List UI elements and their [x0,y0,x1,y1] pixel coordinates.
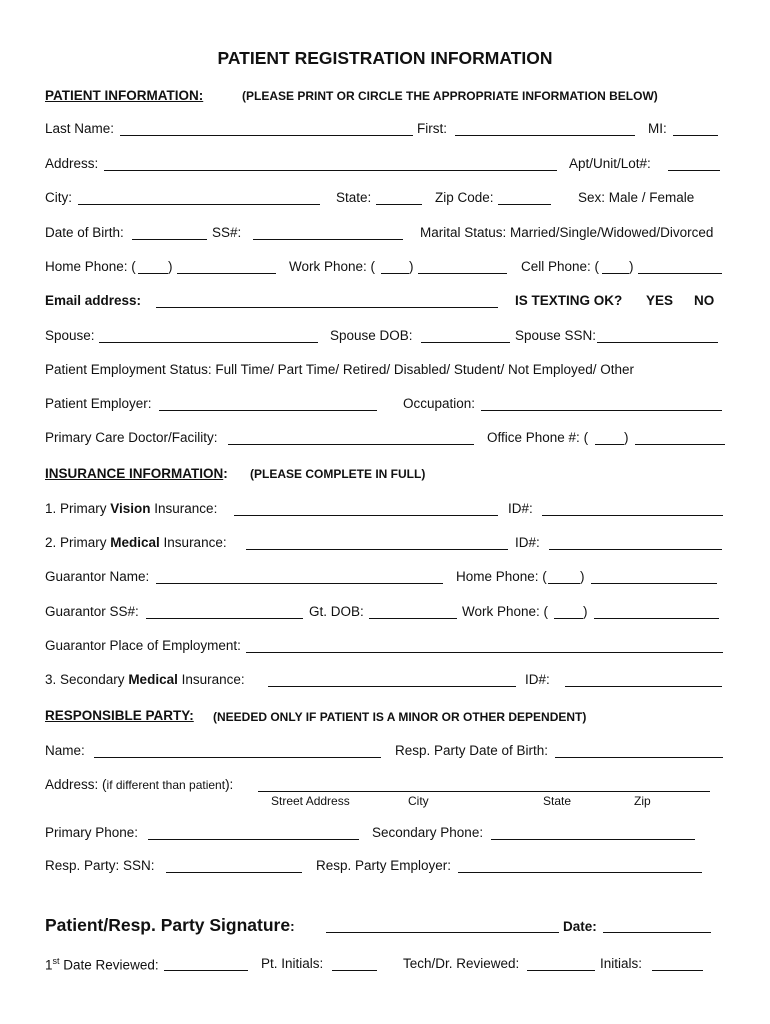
office-phone-label: Office Phone #: ( [487,430,589,445]
home-phone-area-field[interactable] [138,273,168,274]
medical-post: Insurance: [159,535,227,550]
cell-phone-area-field[interactable] [602,273,629,274]
employment-status-options[interactable]: Patient Employment Status: Full Time/ Part Time/ Retired/ Disabled/ Student/ Not Employed/ Other [45,362,635,377]
cell-phone-label: Cell Phone: ( [521,259,600,274]
address-field[interactable] [104,170,557,171]
first-date-reviewed-label [45,956,159,973]
resp-address-small: if different than patient [106,778,226,792]
resp-ssn-label: Resp. Party: SSN: [45,858,155,873]
marital-status-options[interactable]: Marital Status: Married/Single/Widowed/Divorced [420,225,714,240]
ss-label: SS#: [212,225,242,240]
state-field[interactable] [376,204,422,205]
guarantor-ss-field[interactable] [146,618,303,619]
insurance-note: (PLEASE COMPLETE IN FULL) [250,467,426,481]
secondary-insurance-field[interactable] [268,686,516,687]
city-label: City: [45,190,72,205]
first-name-label: First: [417,121,447,136]
tech-reviewed-field[interactable] [527,970,595,971]
signature-label-group [45,915,295,936]
pcp-label: Primary Care Doctor/Facility: [45,430,218,445]
vision-bold: Vision [110,501,151,516]
vision-insurance-label [45,501,217,516]
resp-secondary-phone-label: Secondary Phone: [372,825,484,840]
vision-post: Insurance: [150,501,218,516]
spouse-field[interactable] [99,342,318,343]
spouse-ssn-label: Spouse SSN: [515,328,597,343]
medical-insurance-field[interactable] [246,549,508,550]
employer-label: Patient Employer: [45,396,152,411]
mi-field[interactable] [673,135,718,136]
secondary-bold: Medical [128,672,178,687]
texting-no-option[interactable]: NO [694,293,715,308]
signature-colon: : [290,919,295,934]
street-address-caption: Street Address [271,794,350,808]
resp-primary-phone-field[interactable] [148,839,359,840]
guarantor-name-label: Guarantor Name: [45,569,150,584]
work-phone-field[interactable] [418,273,507,274]
resp-address-pre: Address: ( [45,777,107,792]
secondary-id-label: ID#: [525,672,550,687]
zip-label: Zip Code: [435,190,494,205]
resp-primary-phone-label: Primary Phone: [45,825,139,840]
email-label: Email address: [45,293,142,308]
signature-label: Patient/Resp. Party Signature [45,915,291,935]
resp-ssn-field[interactable] [166,872,302,873]
spouse-ssn-field[interactable] [597,342,718,343]
pcp-field[interactable] [228,444,474,445]
cell-phone-field[interactable] [638,273,722,274]
medical-id-field[interactable] [549,549,722,550]
resp-address-label [45,777,233,792]
signature-field[interactable] [326,932,559,933]
zip-field[interactable] [498,204,551,205]
resp-employer-label: Resp. Party Employer: [316,858,452,873]
office-phone-area-field[interactable] [595,444,624,445]
guarantor-home-paren: ) [580,569,585,584]
insurance-header: INSURANCE INFORMATION [45,466,224,481]
guarantor-work-phone-label: Work Phone: ( [462,604,549,619]
gt-dob-field[interactable] [369,618,457,619]
last-name-label: Last Name: [45,121,115,136]
work-phone-paren: ) [409,259,414,274]
email-field[interactable] [156,307,498,308]
guarantor-work-paren: ) [583,604,588,619]
insurance-header-group [45,466,228,481]
tech-initials-label: Initials: [600,956,643,971]
texting-label: IS TEXTING OK? [515,293,623,308]
resp-name-field[interactable] [94,757,381,758]
work-phone-label: Work Phone: ( [289,259,376,274]
guarantor-name-field[interactable] [156,583,443,584]
ss-field[interactable] [253,239,403,240]
dob-field[interactable] [132,239,207,240]
resp-dob-field[interactable] [555,757,723,758]
guarantor-employment-field[interactable] [246,652,723,653]
spouse-dob-field[interactable] [421,342,510,343]
tech-reviewed-label: Tech/Dr. Reviewed: [403,956,520,971]
secondary-post: Insurance: [177,672,245,687]
state-caption: State [543,794,572,808]
responsible-header: RESPONSIBLE PARTY: [45,708,194,723]
cell-phone-paren: ) [629,259,634,274]
resp-address-post: ): [225,777,234,792]
secondary-num: 3. Secondary [45,672,129,687]
vision-insurance-field[interactable] [234,515,498,516]
dob-label: Date of Birth: [45,225,124,240]
patient-info-note: (PLEASE PRINT OR CIRCLE THE APPROPRIATE INFORMATION BELOW) [242,89,658,103]
home-phone-label: Home Phone: ( [45,259,136,274]
medical-bold: Medical [110,535,160,550]
tech-initials-field[interactable] [652,970,703,971]
pt-initials-label: Pt. Initials: [261,956,324,971]
home-phone-paren: ) [168,259,173,274]
employer-field[interactable] [159,410,377,411]
form-title: PATIENT REGISTRATION INFORMATION [217,48,553,68]
last-name-field[interactable] [120,135,413,136]
resp-dob-label: Resp. Party Date of Birth: [395,743,549,758]
gt-dob-label: Gt. DOB: [309,604,364,619]
occupation-field[interactable] [481,410,722,411]
guarantor-home-phone-label: Home Phone: ( [456,569,547,584]
resp-secondary-phone-field[interactable] [491,839,695,840]
resp-name-label: Name: [45,743,85,758]
apt-field[interactable] [668,170,720,171]
review-sup: st [52,956,60,966]
pt-initials-field[interactable] [332,970,377,971]
review-rest: Date Reviewed: [59,957,159,973]
signature-date-field[interactable] [603,932,711,933]
guarantor-ss-label: Guarantor SS#: [45,604,139,619]
state-label: State: [336,190,372,205]
spouse-label: Spouse: [45,328,95,343]
city-caption: City [408,794,429,808]
vision-id-field[interactable] [542,515,723,516]
apt-label: Apt/Unit/Lot#: [569,156,651,171]
home-phone-field[interactable] [177,273,276,274]
sex-options[interactable]: Sex: Male / Female [578,190,695,205]
resp-address-field[interactable] [258,791,710,792]
zip-caption: Zip [634,794,651,808]
mi-label: MI: [648,121,667,136]
occupation-label: Occupation: [403,396,476,411]
guarantor-home-phone-field[interactable] [591,583,717,584]
review-num: 1 [45,957,53,973]
vision-num: 1. Primary [45,501,111,516]
patient-info-header: PATIENT INFORMATION: [45,88,204,103]
address-label: Address: [45,156,99,171]
medical-num: 2. Primary [45,535,111,550]
secondary-insurance-label [45,672,245,687]
texting-yes-option[interactable]: YES [646,293,674,308]
office-phone-paren: ) [624,430,629,445]
resp-employer-field[interactable] [458,872,702,873]
responsible-note: (NEEDED ONLY IF PATIENT IS A MINOR OR OTHER DEPENDENT) [213,710,587,724]
first-name-field[interactable] [455,135,635,136]
signature-date-label: Date: [563,919,597,934]
vision-id-label: ID#: [508,501,533,516]
work-phone-area-field[interactable] [381,273,409,274]
guarantor-work-phone-field[interactable] [594,618,719,619]
medical-id-label: ID#: [515,535,540,550]
first-date-reviewed-field[interactable] [164,970,248,971]
secondary-id-field[interactable] [565,686,722,687]
city-field[interactable] [78,204,320,205]
insurance-header-colon: : [223,466,228,481]
guarantor-employment-label: Guarantor Place of Employment: [45,638,241,653]
office-phone-field[interactable] [635,444,725,445]
guarantor-work-area-field[interactable] [554,618,583,619]
guarantor-home-area-field[interactable] [548,583,580,584]
spouse-dob-label: Spouse DOB: [330,328,413,343]
medical-insurance-label [45,535,227,550]
